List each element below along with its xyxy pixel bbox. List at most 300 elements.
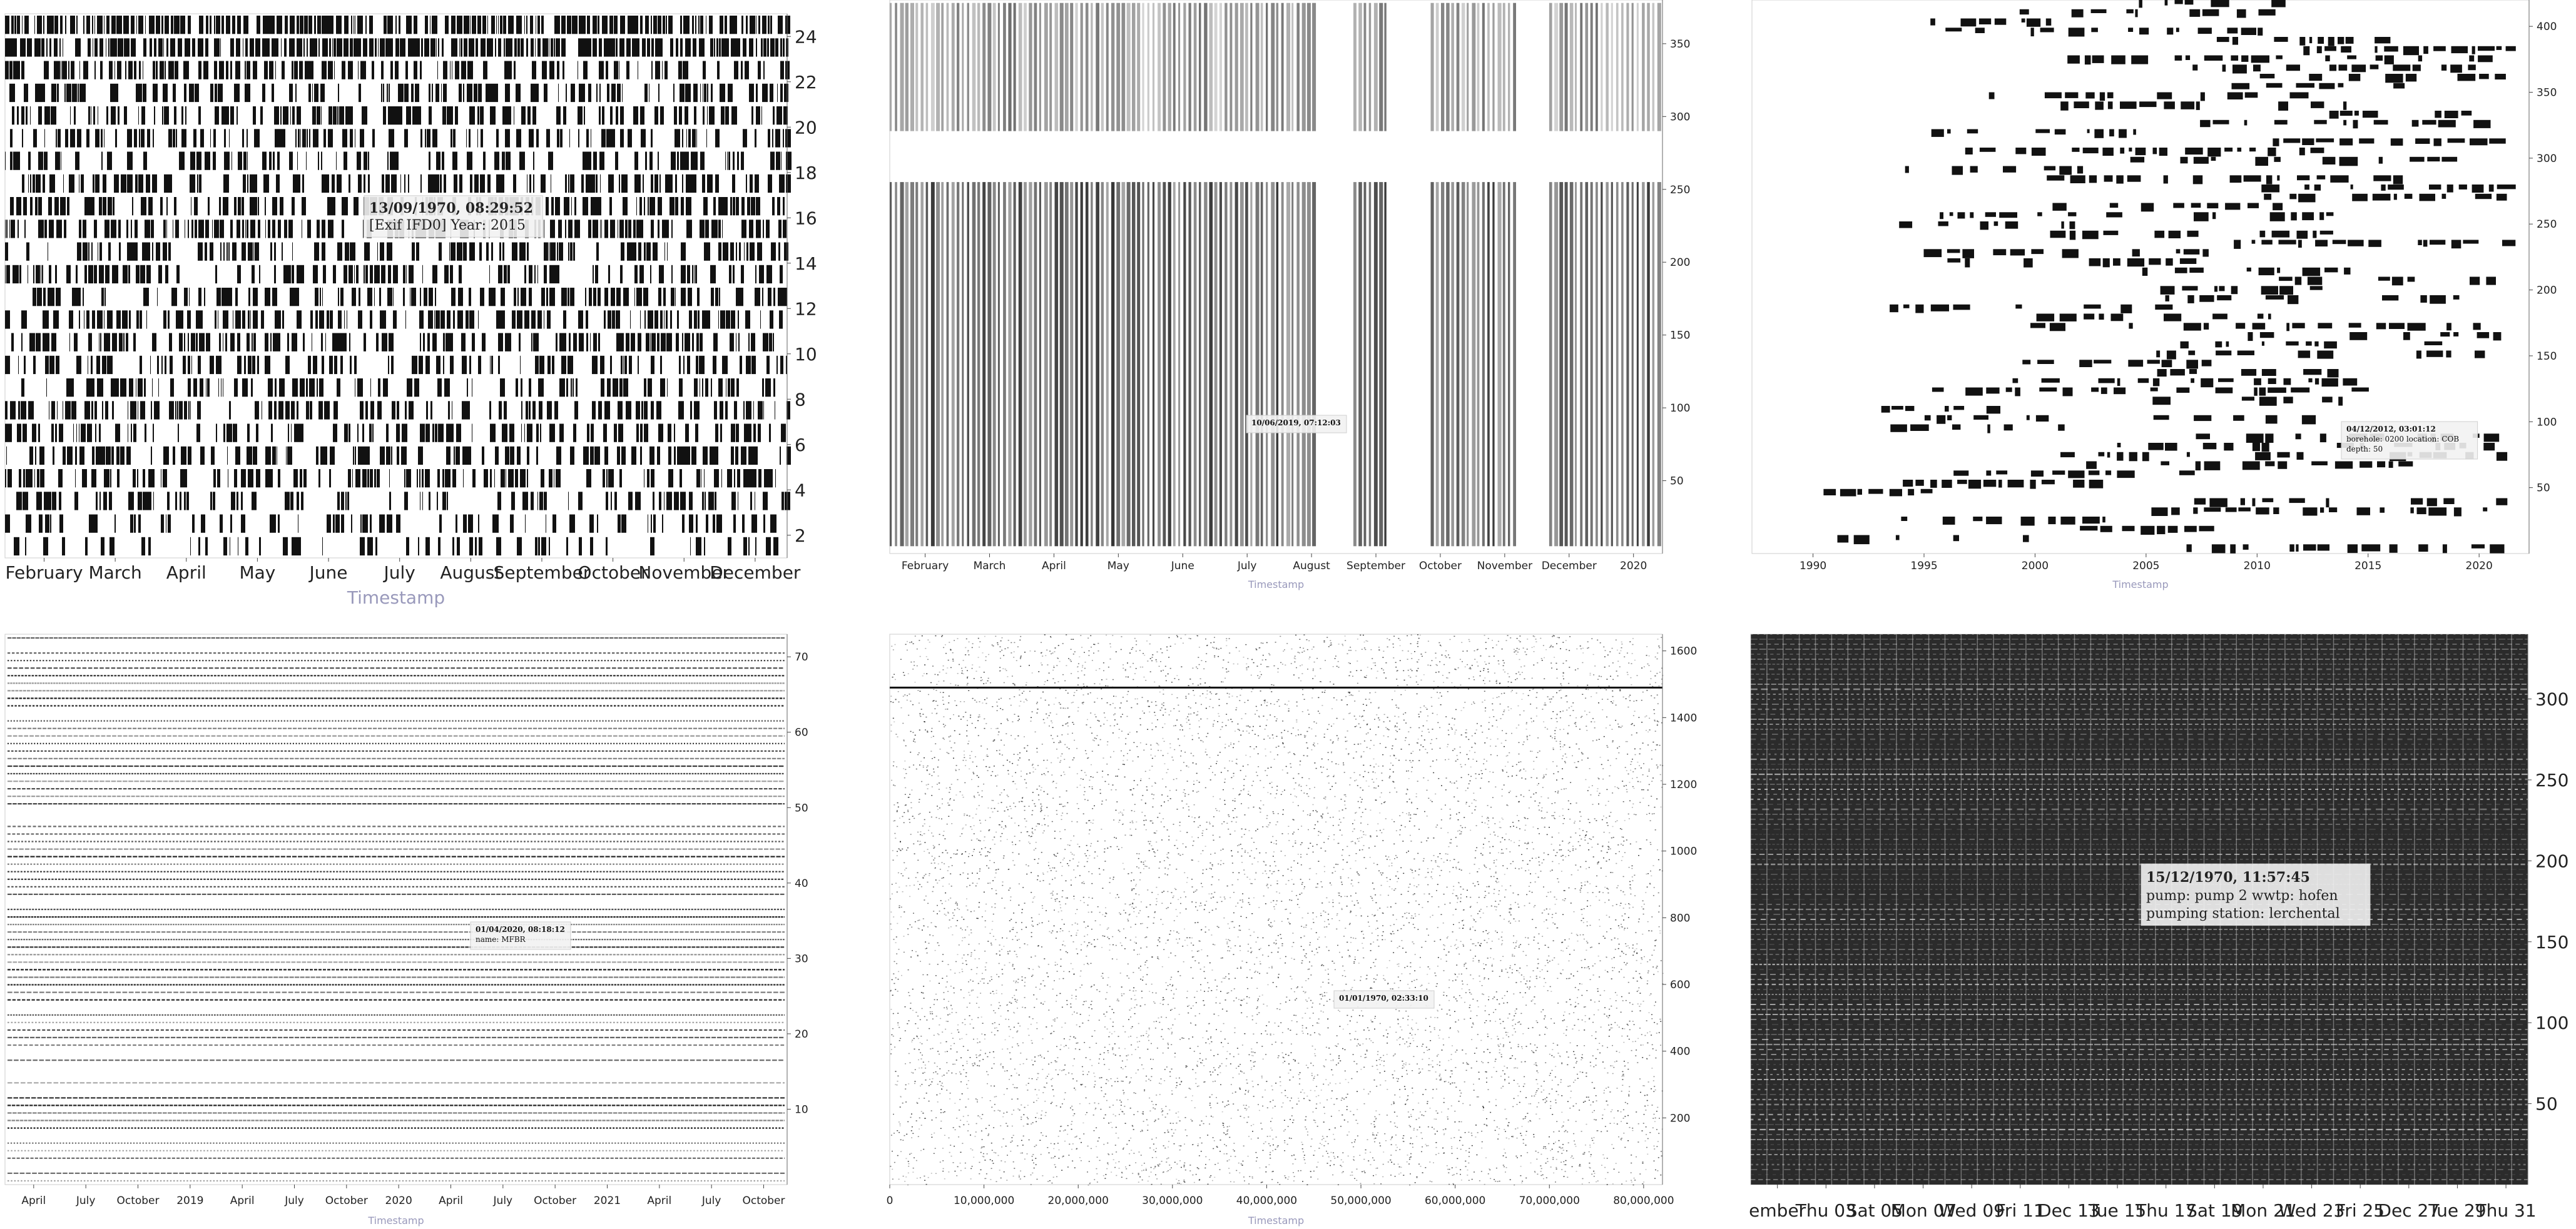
cell (1266, 182, 1268, 546)
cell (712, 38, 713, 56)
cell (1363, 635, 1364, 636)
cell (19, 469, 21, 487)
cell (486, 84, 489, 102)
x-tick-label: 2000 (2021, 560, 2049, 572)
cell (743, 401, 745, 419)
cell (929, 1079, 930, 1080)
cell (1312, 3, 1316, 131)
cell (1201, 704, 1202, 706)
cell (2068, 470, 2084, 478)
cell (915, 3, 918, 131)
cell (2253, 64, 2261, 71)
cell (1373, 863, 1375, 864)
cell (99, 265, 104, 283)
cell (26, 243, 29, 261)
cell (1016, 1073, 1017, 1074)
cell (1034, 1168, 1035, 1169)
cell (83, 16, 84, 34)
cell (2119, 129, 2127, 138)
cell (214, 16, 215, 34)
cell (1146, 786, 1148, 787)
cell (1256, 182, 1260, 546)
cell (930, 751, 932, 752)
cell (261, 310, 264, 328)
cell (168, 243, 171, 261)
cell (408, 174, 409, 193)
cell (1577, 1045, 1578, 1046)
cell (537, 16, 540, 34)
cell (2058, 425, 2065, 431)
cell (608, 265, 610, 283)
cell (996, 974, 997, 975)
cell (131, 220, 132, 238)
cell (2082, 517, 2100, 523)
cell (26, 106, 28, 124)
cell (462, 447, 467, 465)
cell (192, 38, 195, 56)
cell (751, 333, 755, 352)
cell (1235, 798, 1236, 799)
cell (1226, 1066, 1227, 1067)
cell (766, 220, 770, 238)
cell (1024, 3, 1027, 131)
cell (593, 265, 594, 283)
cell (258, 220, 260, 238)
cell (230, 220, 233, 238)
cell (437, 61, 438, 79)
cell (333, 401, 338, 419)
cell (1429, 1161, 1430, 1163)
cell (1515, 902, 1516, 903)
cell (160, 197, 163, 215)
cell (1326, 1100, 1328, 1101)
cell (2069, 28, 2085, 36)
cell (2378, 277, 2390, 281)
cell (91, 243, 93, 261)
cell (1519, 868, 1520, 869)
cell (237, 492, 238, 510)
cell (1305, 736, 1306, 737)
cell (1552, 711, 1554, 712)
cell (1235, 1156, 1236, 1157)
chart-panel-1 (0, 0, 832, 619)
cell (1501, 944, 1502, 946)
cell (224, 152, 230, 170)
cell (2059, 166, 2072, 175)
cell (2323, 157, 2336, 164)
cell (537, 265, 538, 283)
cell (621, 243, 624, 261)
cell (947, 1051, 948, 1053)
cell (721, 38, 724, 56)
cell (606, 129, 609, 147)
cell (234, 197, 237, 215)
cell (404, 492, 408, 510)
cell (266, 447, 271, 465)
cell (1466, 732, 1467, 734)
cell (2031, 28, 2034, 36)
cell (900, 1106, 901, 1108)
cell (168, 129, 172, 147)
cell (358, 310, 362, 328)
cell (340, 288, 344, 306)
cell (2308, 277, 2322, 285)
cell (2003, 166, 2016, 173)
cell (1444, 945, 1445, 946)
cell (1537, 1071, 1538, 1072)
cell (2344, 268, 2350, 275)
cell (1115, 898, 1116, 899)
cell (994, 808, 995, 809)
cell (2222, 64, 2226, 71)
cell (1194, 3, 1197, 131)
cell (2304, 185, 2309, 190)
cell (1592, 892, 1594, 893)
cell (1569, 961, 1570, 962)
cell (2389, 323, 2405, 329)
cell (711, 378, 712, 397)
cell (453, 310, 455, 328)
cell (1652, 182, 1655, 546)
cell (2427, 498, 2437, 507)
cell (1293, 1155, 1295, 1156)
tooltip-line: borehole: 0200 location: COB (2346, 435, 2460, 443)
cell (2214, 286, 2217, 291)
cell (26, 469, 29, 487)
cell (1427, 837, 1428, 839)
cell (783, 197, 785, 215)
cell (688, 288, 692, 306)
cell (1552, 870, 1553, 871)
cell (619, 220, 624, 238)
cell (342, 220, 344, 238)
cell (911, 1113, 912, 1115)
cell (1575, 3, 1577, 131)
cell (2359, 138, 2374, 143)
cell (420, 424, 425, 442)
cell (1353, 1156, 1355, 1158)
cell (715, 174, 719, 193)
chart-svg-3[interactable] (1746, 0, 2576, 619)
cell (1189, 728, 1191, 729)
cell (2129, 452, 2137, 462)
cell (1477, 913, 1479, 914)
cell (58, 469, 63, 487)
cell (701, 356, 705, 374)
cell (2050, 231, 2066, 238)
cell (1517, 1157, 1518, 1158)
cell (618, 515, 619, 533)
cell (926, 3, 929, 131)
cell (1261, 182, 1263, 546)
cell (1342, 869, 1343, 870)
cell (1516, 941, 1517, 942)
cell (333, 515, 335, 533)
cell (1268, 924, 1270, 926)
cell (1198, 861, 1199, 862)
cell (364, 174, 365, 193)
cell (1590, 1062, 1591, 1063)
cell (616, 333, 621, 352)
cell (777, 197, 780, 215)
cell (658, 84, 659, 102)
cell (659, 174, 661, 193)
cell (763, 333, 768, 352)
cell (1961, 19, 1977, 27)
cell (2013, 378, 2019, 383)
cell (312, 106, 316, 124)
cell (1200, 684, 1201, 685)
cell (1533, 940, 1534, 941)
cell (5, 220, 6, 238)
cell (301, 492, 303, 510)
cell (1244, 834, 1245, 836)
cell (991, 800, 992, 801)
cell (1001, 827, 1002, 828)
cell (1106, 1080, 1107, 1081)
cell (2226, 507, 2237, 512)
cell (221, 288, 223, 306)
cell (1009, 920, 1011, 921)
cell (1571, 1091, 1572, 1092)
cell (401, 447, 407, 465)
cell (2309, 74, 2322, 81)
cell (102, 401, 103, 419)
cell (2262, 443, 2269, 452)
cell (717, 61, 718, 79)
cell (1127, 3, 1131, 131)
cell (342, 129, 347, 147)
cell (639, 265, 644, 283)
cell (88, 265, 93, 283)
cell (1170, 711, 1171, 712)
cell (1632, 804, 1634, 805)
chart-panel-2 (876, 0, 1708, 619)
cell (664, 243, 665, 261)
chart-svg-4[interactable] (0, 625, 832, 1229)
cell (1002, 754, 1003, 756)
cell (645, 16, 649, 34)
cell (666, 492, 672, 510)
chart-svg-2[interactable] (876, 0, 1708, 619)
cell (1356, 726, 1357, 727)
cell (2185, 0, 2194, 4)
cell (1629, 818, 1630, 819)
cell (205, 243, 207, 261)
cell (2202, 9, 2219, 16)
cell (273, 152, 274, 170)
cell (1987, 406, 2000, 413)
cell (2062, 249, 2079, 258)
cell (469, 106, 475, 124)
cell (937, 1066, 938, 1068)
x-tick-label: May (1107, 560, 1129, 572)
cell (191, 333, 195, 352)
cell (73, 424, 74, 442)
cell (1619, 928, 1620, 929)
cell (2035, 129, 2050, 133)
cell (2111, 56, 2125, 64)
cell (1142, 711, 1143, 712)
cell (262, 84, 265, 102)
cell (1464, 966, 1465, 967)
cell (330, 310, 333, 328)
cell (1448, 979, 1450, 981)
cell (654, 310, 658, 328)
cell (253, 243, 254, 261)
cell (1225, 1134, 1226, 1135)
cell (657, 447, 660, 465)
cell (632, 243, 636, 261)
cell (1659, 906, 1660, 907)
cell (1384, 182, 1386, 546)
cell (1101, 3, 1104, 131)
cell (380, 447, 385, 465)
cell (14, 537, 19, 555)
cell (166, 220, 167, 238)
cell (270, 515, 272, 533)
cell (1624, 1028, 1625, 1029)
cell (1565, 182, 1568, 546)
cell (1109, 1044, 1110, 1045)
cell (1303, 755, 1305, 756)
cell (1542, 1100, 1544, 1101)
cell (49, 265, 51, 283)
chart-svg-1[interactable] (0, 0, 832, 619)
cell (352, 469, 353, 487)
cell (144, 378, 146, 397)
cell (674, 106, 677, 124)
cell (2128, 28, 2133, 32)
cell (1081, 3, 1083, 131)
cell (981, 1148, 982, 1149)
cell (99, 197, 102, 215)
cell (81, 174, 84, 193)
cell (893, 939, 895, 940)
cell (1432, 1060, 1433, 1061)
cell (647, 38, 649, 56)
cell (30, 197, 33, 215)
cell (2226, 341, 2229, 347)
cell (1457, 976, 1458, 978)
cell (1547, 1161, 1549, 1163)
cell (59, 38, 61, 56)
cell (467, 61, 473, 79)
cell (1647, 1043, 1648, 1044)
cell (651, 515, 652, 533)
cell (1248, 898, 1250, 899)
cell (1203, 831, 1204, 832)
cell (75, 152, 79, 170)
cell (300, 265, 304, 283)
cell (190, 401, 191, 419)
cell (198, 288, 201, 306)
cell (967, 652, 969, 653)
cell (1573, 976, 1574, 977)
cell (2200, 120, 2211, 127)
cell (2084, 314, 2094, 320)
cell (1273, 1100, 1274, 1101)
cell (1516, 827, 1517, 828)
cell (2470, 277, 2480, 285)
cell (1630, 889, 1631, 890)
cell (1505, 1157, 1507, 1158)
cell (2406, 74, 2416, 81)
cell (54, 16, 58, 34)
cell (1359, 849, 1360, 851)
cell (1260, 812, 1261, 813)
cell (542, 38, 548, 56)
cell (1483, 931, 1484, 933)
cell (1089, 1007, 1090, 1008)
cell (398, 84, 404, 102)
cell (658, 152, 659, 170)
cell (354, 197, 359, 215)
cell (1219, 182, 1222, 546)
cell (447, 106, 452, 124)
cell (79, 220, 81, 238)
cell (2099, 452, 2105, 457)
cell (1657, 182, 1661, 546)
cell (1103, 1059, 1104, 1060)
cell (2339, 64, 2348, 71)
cell (2440, 332, 2450, 336)
cell (692, 265, 693, 283)
cell (731, 310, 735, 328)
cell (1968, 480, 1981, 488)
cell (530, 16, 533, 34)
cell (456, 424, 461, 442)
cell (322, 243, 325, 261)
tooltip (364, 196, 542, 237)
cell (1637, 3, 1639, 131)
cell (440, 174, 442, 193)
cell (747, 197, 750, 215)
cell (1343, 1161, 1344, 1163)
cell (478, 310, 479, 328)
cell (892, 1028, 893, 1029)
cell (606, 38, 610, 56)
cell (1056, 938, 1057, 939)
cell (63, 447, 66, 465)
cell (1965, 388, 1983, 396)
cell (44, 106, 50, 124)
cell (1610, 765, 1611, 766)
cell (994, 1152, 995, 1153)
cell (370, 378, 371, 397)
cell (1328, 914, 1329, 915)
cell (594, 447, 600, 465)
cell (783, 129, 784, 147)
cell (1499, 1046, 1500, 1047)
cell (1392, 746, 1393, 747)
chart-svg-5[interactable] (876, 625, 1708, 1229)
cell (718, 197, 721, 215)
cell (588, 152, 591, 170)
cell (569, 515, 575, 533)
cell (1563, 1121, 1564, 1123)
cell (731, 424, 735, 442)
cell (58, 84, 59, 102)
cell (991, 906, 992, 908)
cell (2184, 323, 2201, 330)
cell (2040, 28, 2054, 32)
cell (758, 424, 761, 442)
cell (1280, 1023, 1281, 1024)
cell (189, 288, 190, 306)
cell (736, 424, 739, 442)
cell (744, 243, 745, 261)
